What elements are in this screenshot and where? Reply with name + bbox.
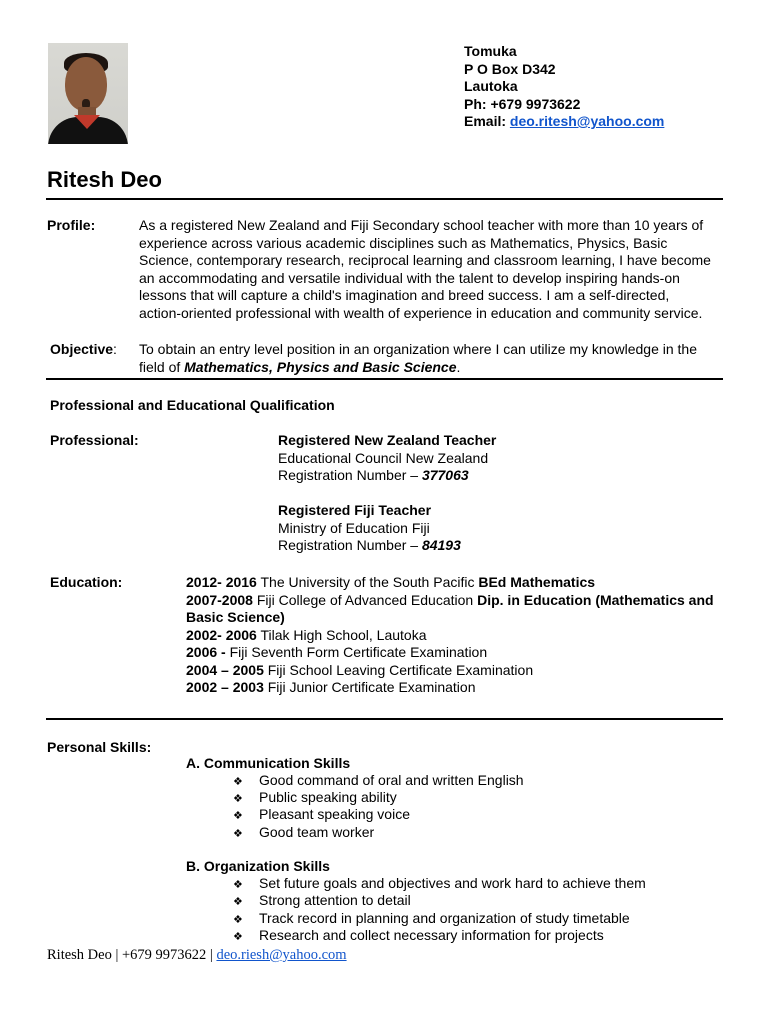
skill-item: ❖ Track record in planning and organization of study timetable xyxy=(233,910,630,930)
education-list xyxy=(186,574,731,697)
footer-email-link[interactable]: deo.riesh@yahoo.com xyxy=(216,947,347,963)
candidate-name: Ritesh Deo xyxy=(47,167,162,192)
skill-item: ❖ Strong attention to detail xyxy=(233,892,411,912)
divider xyxy=(46,718,723,720)
skill-item: ❖ Good team worker xyxy=(233,824,374,844)
skill-item: ❖ Public speaking ability xyxy=(233,789,397,809)
skill-item: ❖ Set future goals and objectives and work hard to achieve them xyxy=(233,875,646,895)
bullet-icon: ❖ xyxy=(233,828,243,840)
profile-line: action-oriented professional with wealth of experience in education and community service. xyxy=(139,304,703,321)
professional-entry xyxy=(278,432,496,485)
bullet-icon: ❖ xyxy=(233,793,243,805)
education-line: 2002 – 2003 Fiji Junior Certificate Examination xyxy=(186,679,476,695)
objective-label: Objective: xyxy=(50,341,117,357)
registration-title: Registered Fiji Teacher xyxy=(278,502,432,518)
page-footer xyxy=(47,947,347,965)
profile-line: an accommodating and versatile individual with the talent to develop inspiring hands-on xyxy=(139,269,680,286)
skill-item: ❖ Research and collect necessary information for projects xyxy=(233,927,604,947)
skill-item: ❖ Good command of oral and written English xyxy=(233,772,524,792)
email-label: Email: xyxy=(464,113,510,129)
profile-line: Science, contemporary research, reciprocal learning and classroom learning, I have become xyxy=(139,252,711,268)
bullet-icon: ❖ xyxy=(233,896,243,908)
education-line: Basic Science) xyxy=(186,609,285,625)
education-line: 2012- 2016 The University of the South Pacific BEd Mathematics xyxy=(186,574,596,590)
objective-line: To obtain an entry level position in an organization where I can utilize my knowledge in the xyxy=(139,341,697,357)
objective-line: field of Mathematics, Physics and Basic Science. xyxy=(139,358,461,375)
bullet-icon: ❖ xyxy=(233,931,243,943)
bullet-icon: ❖ xyxy=(233,914,243,926)
skill-group-title: A. Communication Skills xyxy=(186,755,351,771)
address-line: Tomuka xyxy=(464,43,517,59)
footer-text: Ritesh Deo | +679 9973622 | xyxy=(47,947,217,963)
profile-text xyxy=(139,217,722,322)
divider xyxy=(46,198,723,200)
bullet-icon: ❖ xyxy=(233,879,243,891)
education-label: Education: xyxy=(50,574,123,590)
email-link[interactable]: deo.ritesh@yahoo.com xyxy=(509,113,665,129)
phone-line: Ph: +679 9973622 xyxy=(464,95,581,112)
registration-org: Ministry of Education Fiji xyxy=(278,519,430,536)
profile-line: As a registered New Zealand and Fiji Secondary school teacher with more than 10 years of xyxy=(139,217,704,233)
skills-label: Personal Skills: xyxy=(47,739,152,755)
profile-line: experience across various academic disciplines such as Mathematics, Physics, Basic xyxy=(139,234,668,251)
email-line xyxy=(464,113,664,131)
professional-label: Professional: xyxy=(50,432,139,448)
address-line: Lautoka xyxy=(464,78,518,94)
objective-text xyxy=(139,341,722,376)
qualifications-heading: Professional and Educational Qualification xyxy=(50,397,335,413)
registration-number: Registration Number – 377063 xyxy=(278,467,469,483)
education-line: 2002- 2006 Tilak High School, Lautoka xyxy=(186,626,427,643)
registration-title: Registered New Zealand Teacher xyxy=(278,432,497,448)
profile-label: Profile: xyxy=(47,217,96,233)
profile-line: lessons that will capture a child's imagination and breed success. I am a self-directed, xyxy=(139,287,670,303)
divider xyxy=(46,378,723,380)
education-line: 2006 - Fiji Seventh Form Certificate Examination xyxy=(186,644,488,660)
address-line: P O Box D342 xyxy=(464,60,556,77)
bullet-icon: ❖ xyxy=(233,810,243,822)
skill-item: ❖ Pleasant speaking voice xyxy=(233,806,410,826)
profile-photo xyxy=(48,43,128,144)
registration-org: Educational Council New Zealand xyxy=(278,449,489,466)
education-line: 2007-2008 Fiji College of Advanced Education Dip. in Education (Mathematics and xyxy=(186,591,714,608)
education-line: 2004 – 2005 Fiji School Leaving Certificate Examination xyxy=(186,661,534,678)
contact-block xyxy=(464,43,664,131)
skill-group-title: B. Organization Skills xyxy=(186,858,330,874)
professional-entry xyxy=(278,502,461,555)
bullet-icon: ❖ xyxy=(233,776,243,788)
registration-number: Registration Number – 84193 xyxy=(278,537,461,553)
